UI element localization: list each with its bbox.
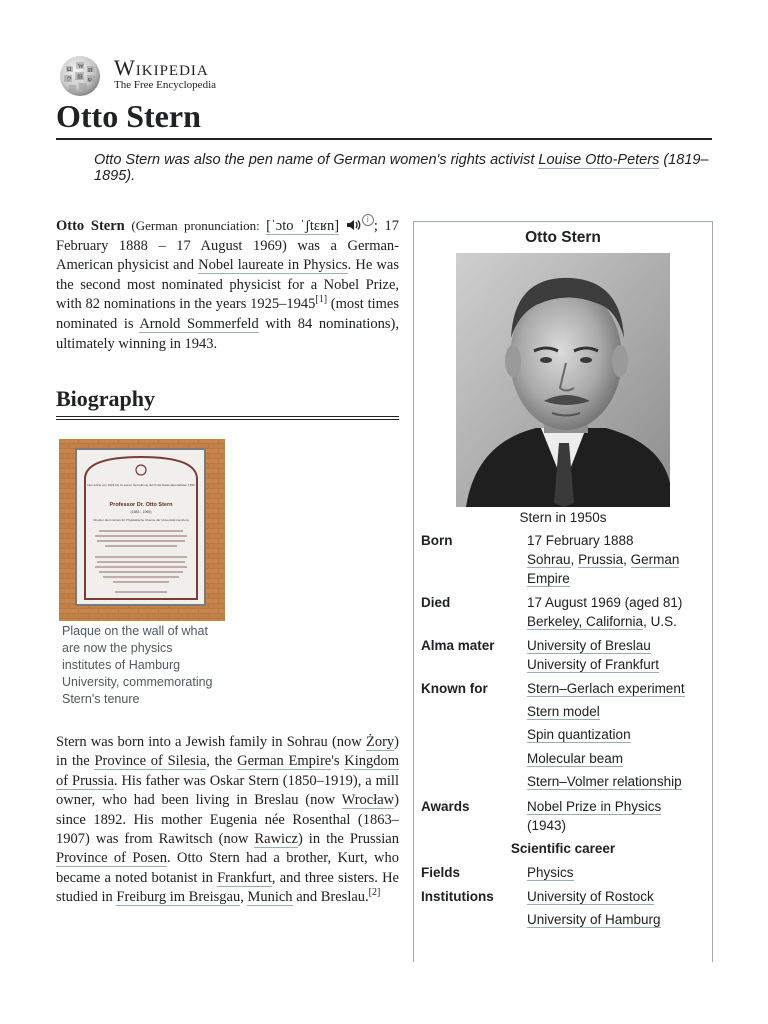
plaque-text-top: Hier lehrte von 1923 bis zu seiner Vertreibung durch die Nationalsozialisten 1933: [87, 483, 195, 487]
link-nobel-laureate-physics[interactable]: Nobel laureate in Physics: [198, 257, 348, 274]
link-prussia[interactable]: Prussia: [578, 552, 624, 567]
p2-text-8: . Otto Stern had a brother, Kurt, who became a noted botanist in: [56, 850, 400, 886]
link-frankfurt[interactable]: Frankfurt: [217, 869, 272, 886]
born-label: Born: [421, 533, 453, 548]
infobox-row-known-for: [414, 679, 712, 797]
p2-text-6: ) since 1892. His mother Eugenia née Rosenthal (1863–1907) was from Rawitsch (now: [56, 792, 399, 848]
alma-mater-value: [527, 636, 707, 674]
awards-label: Awards: [421, 799, 470, 814]
lead-text-3: (most times nominated is: [56, 296, 399, 332]
awards-value: [527, 797, 707, 835]
infobox-row-alma-mater: [414, 636, 712, 679]
reference-1[interactable]: [1]: [315, 294, 328, 306]
link-university-of-rostock[interactable]: University of Rostock: [527, 889, 654, 904]
link-university-of-frankfurt[interactable]: University of Frankfurt: [527, 657, 660, 672]
pronunciation-prefix: German pronunciation:: [135, 218, 260, 233]
audio-speaker-icon[interactable]: [346, 218, 362, 230]
link-german-empire-infobox[interactable]: German Empire: [527, 552, 680, 586]
p2-text-10: ,: [240, 889, 248, 906]
link-spin-quantization[interactable]: Spin quantization: [527, 727, 631, 743]
hatnote-suffix: (1819–1895).: [94, 152, 709, 184]
link-stern-volmer-relationship[interactable]: Stern–Volmer relationship: [527, 773, 682, 789]
awards-year: (1943): [527, 818, 567, 833]
p2-text-7: ) in the Prussian: [297, 831, 399, 848]
p2-text-5: . His father was Oskar Stern (1850–1919), a mill owner, who had been living in Breslau (now: [56, 772, 399, 809]
svg-text:W: W: [78, 64, 84, 70]
born-value: [527, 531, 707, 588]
died-country: , U.S.: [643, 614, 677, 629]
svg-text:ウ: ウ: [66, 77, 73, 83]
plaque-thumbnail: [59, 439, 225, 708]
p2-text-11: and Breslau.: [292, 889, 369, 906]
plaque-image[interactable]: [59, 439, 225, 621]
born-sep-2: ,: [623, 552, 631, 567]
p2-text-1: Stern was born into a Jewish family in Sohrau (now: [56, 734, 366, 750]
born-date: 17 February 1888: [527, 533, 634, 548]
institutions-label: Institutions: [421, 889, 494, 904]
reference-2[interactable]: [2]: [368, 887, 381, 899]
plaque-text-role: Direktor des Instituts für Physikalische Chemie der Universität Hamburg: [93, 518, 189, 522]
p2-text-3: , the: [206, 753, 238, 770]
svg-text:維: 維: [77, 75, 84, 81]
infobox-row-born: [414, 531, 712, 593]
lead-text-2: . He was the second most nominated physicist for a Nobel Prize, with 82 nominations in the years 1925–1945: [56, 257, 399, 313]
p2-text-4: 's: [331, 753, 345, 770]
wikipedia-globe-logo[interactable]: [56, 54, 104, 98]
lead-paragraph: [56, 214, 399, 354]
p2-text-2: ) in the: [56, 734, 399, 770]
died-label: Died: [421, 595, 451, 610]
infobox-row-awards: [414, 797, 712, 839]
link-province-of-silesia[interactable]: Province of Silesia: [94, 753, 207, 770]
scientific-career-heading: Scientific career: [510, 841, 616, 856]
portrait-photo[interactable]: [456, 253, 670, 507]
link-nobel-prize-in-physics[interactable]: Nobel Prize in Physics: [527, 799, 662, 814]
pronunciation-note: (German pronunciation:: [131, 218, 260, 233]
link-arnold-sommerfeld[interactable]: Arnold Sommerfeld: [139, 315, 259, 332]
institutions-value: [527, 885, 707, 931]
fields-label: Fields: [421, 865, 461, 880]
infobox: [413, 221, 713, 962]
known-for-label: Known for: [421, 681, 488, 696]
born-sep-1: ,: [570, 552, 579, 567]
fields-value: [527, 863, 707, 882]
link-stern-model[interactable]: Stern model: [527, 704, 600, 720]
plaque-text-years: (1888 - 1969): [130, 510, 152, 514]
svg-text:ψ: ψ: [88, 77, 92, 83]
lead-subject-name: Otto Stern: [56, 218, 125, 234]
died-value: [527, 593, 707, 631]
link-berkeley-california[interactable]: Berkeley, California: [527, 614, 644, 629]
link-zory[interactable]: Żory: [365, 734, 395, 750]
svg-text:Ω: Ω: [67, 67, 72, 73]
biography-paragraph: [56, 733, 399, 908]
infobox-row-died: [414, 593, 712, 636]
page-title: Otto Stern: [56, 96, 712, 140]
alma-mater-label: Alma mater: [421, 638, 495, 653]
infobox-title: Otto Stern: [525, 229, 601, 246]
hatnote-prefix: Otto Stern was also the pen name of German women's rights activist: [94, 152, 539, 168]
ipa-link[interactable]: [ˈɔto ˈʃtɛʁn]: [266, 218, 340, 234]
wordmark-text: Wikipedia: [114, 55, 209, 80]
link-university-of-hamburg[interactable]: University of Hamburg: [527, 912, 661, 928]
info-icon[interactable]: i: [362, 214, 374, 226]
wordmark-tagline: The Free Encyclopedia: [114, 79, 217, 91]
link-university-of-breslau[interactable]: University of Breslau: [527, 638, 651, 653]
link-freiburg-im-breisgau[interactable]: Freiburg im Breisgau: [116, 889, 241, 906]
hatnote: [94, 152, 709, 184]
link-wroclaw[interactable]: Wrocław: [341, 792, 395, 809]
lead-text-1: ; 17 February 1888 – 17 August 1969) was a German-American physicist and: [56, 218, 400, 274]
link-kingdom-of-prussia[interactable]: Kingdom of Prussia: [56, 753, 399, 789]
plaque-text-name: Professor Dr. Otto Stern: [109, 502, 173, 508]
infobox-row-institutions: [414, 887, 712, 937]
wikipedia-wordmark[interactable]: [114, 56, 216, 91]
lead-text-4: with 84 nominations), ultimately winning in 1943.: [56, 315, 399, 352]
plaque-caption: Plaque on the wall of what are now the physics institutes of Hamburg University, commemorating Stern's tenure: [62, 624, 213, 706]
link-physics[interactable]: Physics: [527, 865, 574, 880]
link-province-of-posen[interactable]: Province of Posen: [56, 850, 167, 867]
svg-text:И: И: [88, 68, 93, 74]
portrait-caption: Stern in 1950s: [519, 510, 607, 525]
section-heading-biography: Biography: [56, 384, 399, 420]
link-stern-gerlach-experiment[interactable]: Stern–Gerlach experiment: [527, 681, 685, 696]
link-german-empire[interactable]: German Empire: [237, 753, 332, 770]
link-munich[interactable]: Munich: [247, 889, 293, 906]
link-molecular-beam[interactable]: Molecular beam: [527, 750, 624, 766]
known-for-value: [527, 677, 707, 793]
died-date: 17 August 1969 (aged 81): [527, 595, 683, 610]
link-sohrau[interactable]: Sohrau: [527, 552, 571, 567]
infobox-row-career-heading: [414, 839, 712, 863]
p2-text-9: , and three sisters. He studied in: [56, 869, 399, 906]
hatnote-link-louise-otto-peters[interactable]: Louise Otto-Peters: [538, 152, 660, 168]
infobox-row-fields: [414, 863, 712, 887]
link-rawicz[interactable]: Rawicz: [254, 831, 298, 848]
